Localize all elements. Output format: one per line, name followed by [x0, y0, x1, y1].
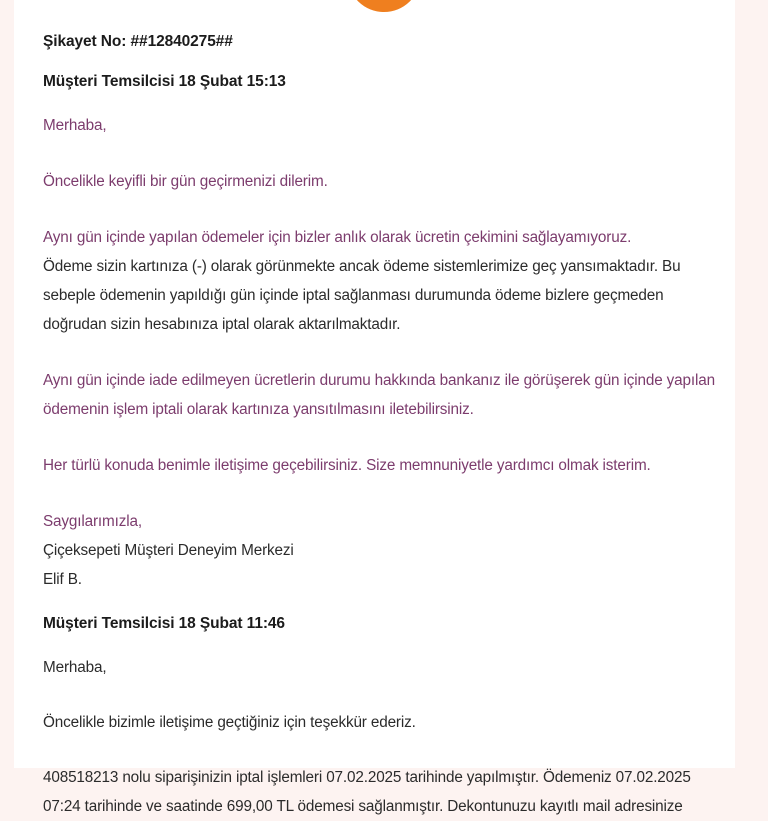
complaint-number-heading: Şikayet No: ##12840275## [43, 33, 233, 50]
message-line: sebeple ödemenin yapıldığı gün içinde iptal sağlanması durumunda ödeme bizlere geçmeden [43, 287, 664, 304]
paragraph-gap [43, 682, 717, 708]
signature-line: Saygılarımızla, [43, 513, 142, 530]
paragraph-gap [43, 480, 717, 507]
message-thread-sheet [14, 0, 735, 815]
message-line: 408518213 nolu siparişinizin iptal işlemleri 07.02.2025 tarihinde yapılmıştır. Ödemeniz 07.02.2025 [43, 769, 691, 786]
signature-line: Çiçeksepeti Müşteri Deneyim Merkezi [43, 542, 294, 559]
message-item [43, 614, 717, 821]
thread-content [14, 0, 735, 821]
paragraph-gap [43, 737, 717, 763]
message-line: Öncelikle bizimle iletişime geçtiğiniz için teşekkür ederiz. [43, 714, 416, 731]
message-line: Öncelikle keyifli bir gün geçirmenizi dilerim. [43, 173, 328, 190]
message-line: ödemenin işlem iptali olarak kartınıza yansıtılmasını iletebilirsiniz. [43, 401, 474, 418]
message-item [43, 72, 717, 594]
message-header: Müşteri Temsilcisi 18 Şubat 15:13 [43, 73, 286, 90]
message-line: Aynı gün içinde iade edilmeyen ücretlerin durumu hakkında bankanız ile görüşerek gün içinde yapılan [43, 372, 715, 389]
paragraph-gap [43, 196, 717, 223]
paragraph-gap [43, 424, 717, 451]
message-header: Müşteri Temsilcisi 18 Şubat 11:46 [43, 615, 285, 632]
message-line: Merhaba, [43, 659, 107, 676]
paragraph-gap [43, 339, 717, 366]
signature-line: Elif B. [43, 571, 82, 588]
message-line: Merhaba, [43, 117, 107, 134]
message-line: doğrudan sizin hesabınıza iptal olarak aktarılmaktadır. [43, 316, 401, 333]
message-line: Ödeme sizin kartınıza (-) olarak görünmekte ancak ödeme sistemlerimize geç yansımaktadır. Bu [43, 258, 681, 275]
message-line: 07:24 tarihinde ve saatinde 699,00 TL ödemesi sağlanmıştır. Dekontunuzu kayıtlı mail adresinize [43, 798, 683, 815]
paragraph-gap [43, 140, 717, 167]
message-line: Aynı gün içinde yapılan ödemeler için bizler anlık olarak ücretin çekimini sağlayamıyoruz. [43, 229, 632, 246]
message-line: Her türlü konuda benimle iletişime geçebilirsiniz. Size memnuniyetle yardımcı olmak isterim. [43, 457, 651, 474]
